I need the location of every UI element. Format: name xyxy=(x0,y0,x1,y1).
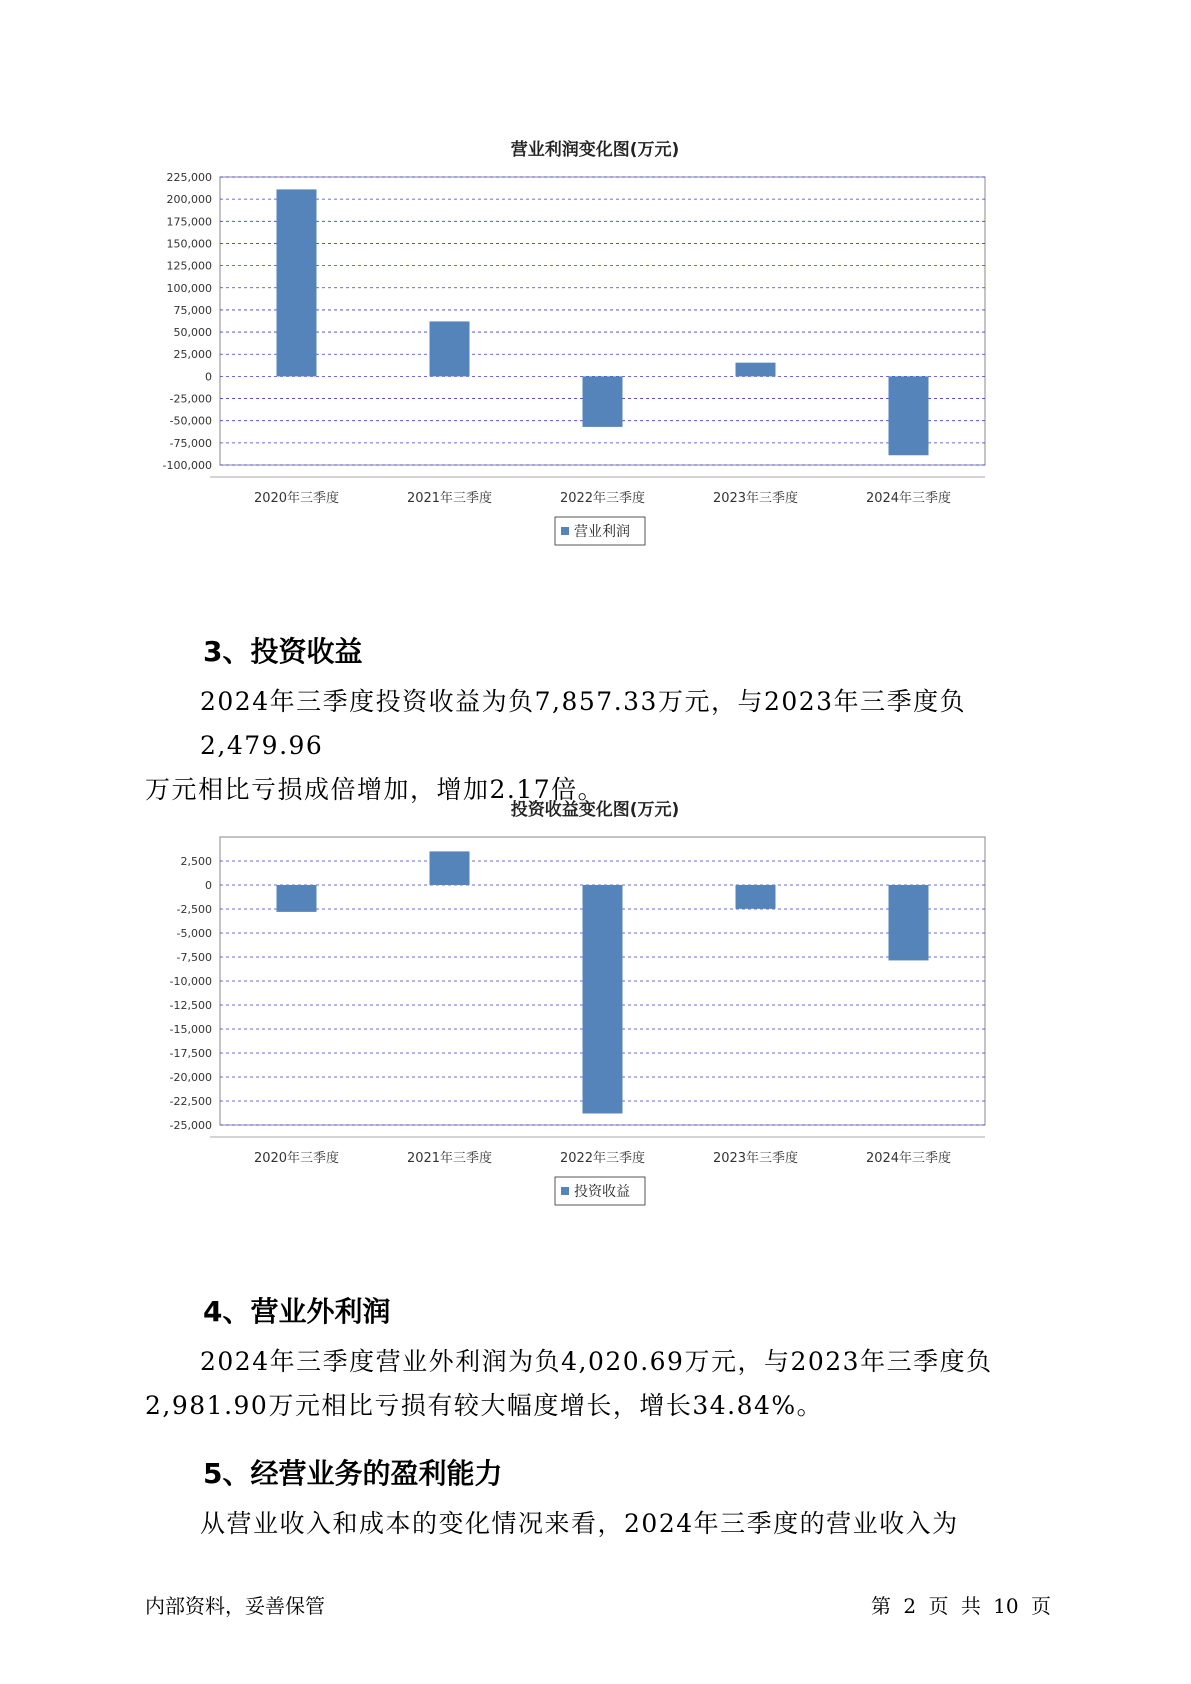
operating-profit-chart-svg xyxy=(160,135,1030,555)
page-indicator: 第 2 页 xyxy=(871,1594,949,1618)
x-tick-label: 2022年三季度 xyxy=(559,491,646,506)
y-tick-label: 0 xyxy=(205,370,212,384)
x-tick-label: 2024年三季度 xyxy=(865,491,952,506)
footer-confidential-note: 内部资料，妥善保管 xyxy=(145,1594,325,1618)
heading-non-operating-profit: 4、营业外利润 xyxy=(203,1295,391,1328)
y-tick-label: -17,500 xyxy=(169,1047,212,1060)
paragraph-line: 万元相比亏损成倍增加，增加2.17倍。 xyxy=(145,775,605,804)
x-tick-label: 2024年三季度 xyxy=(865,1151,952,1166)
y-tick-label: 200,000 xyxy=(166,193,212,207)
legend-swatch xyxy=(561,527,569,535)
bar xyxy=(430,851,470,885)
y-tick-label: -75,000 xyxy=(169,436,212,450)
footer-page-number xyxy=(871,1590,1051,1619)
heading-profitability: 5、经营业务的盈利能力 xyxy=(203,1457,503,1490)
y-tick-label: -22,500 xyxy=(169,1095,212,1108)
x-tick-label: 2021年三季度 xyxy=(406,1151,493,1166)
y-tick-label: -10,000 xyxy=(169,975,212,988)
y-tick-label: -25,000 xyxy=(169,1119,212,1132)
bar xyxy=(736,885,776,909)
paragraph-line: 2024年三季度投资收益为负7,857.33万元，与2023年三季度负2,479.96 xyxy=(200,687,967,760)
chart-operating-profit xyxy=(160,135,1030,555)
y-tick-label: 50,000 xyxy=(173,326,212,340)
legend-label: 营业利润 xyxy=(574,524,630,540)
y-tick-label: 25,000 xyxy=(173,348,212,362)
y-tick-label: -7,500 xyxy=(176,951,212,964)
y-tick-label: 2,500 xyxy=(180,855,212,868)
paragraph-line: 2,981.90万元相比亏损有较大幅度增长，增长34.84%。 xyxy=(145,1391,824,1420)
y-tick-label: -15,000 xyxy=(169,1023,212,1036)
legend-swatch xyxy=(561,1187,569,1195)
investment-income-chart-svg xyxy=(160,795,1030,1215)
y-tick-label: 75,000 xyxy=(173,303,212,317)
y-tick-label: 125,000 xyxy=(166,259,212,273)
y-tick-label: -5,000 xyxy=(176,927,212,940)
y-tick-label: -20,000 xyxy=(169,1071,212,1084)
x-tick-label: 2023年三季度 xyxy=(712,1151,799,1166)
chart-title: 营业利润变化图(万元) xyxy=(510,140,680,160)
x-tick-label: 2023年三季度 xyxy=(712,491,799,506)
paragraph-profitability xyxy=(145,1502,1075,1546)
y-tick-label: 100,000 xyxy=(166,281,212,295)
x-tick-label: 2022年三季度 xyxy=(559,1151,646,1166)
y-tick-label: 225,000 xyxy=(166,171,212,184)
y-tick-label: -25,000 xyxy=(169,392,212,406)
x-tick-label: 2021年三季度 xyxy=(406,491,493,506)
y-tick-label: -50,000 xyxy=(169,414,212,428)
x-tick-label: 2020年三季度 xyxy=(253,491,340,506)
y-tick-label: -2,500 xyxy=(176,903,212,916)
bar xyxy=(430,321,470,376)
bar xyxy=(277,189,317,376)
heading-investment-income: 3、投资收益 xyxy=(203,635,363,668)
bar xyxy=(277,885,317,912)
paragraph-non-operating-profit xyxy=(145,1340,1075,1428)
bar xyxy=(583,885,623,1113)
page-total: 共 10 页 xyxy=(960,1594,1051,1618)
bar xyxy=(889,376,929,455)
chart-investment-income xyxy=(160,795,1030,1215)
x-tick-label: 2020年三季度 xyxy=(253,1151,340,1166)
paragraph-line: 2024年三季度营业外利润为负4,020.69万元，与2023年三季度负 xyxy=(200,1347,993,1376)
y-tick-label: -12,500 xyxy=(169,999,212,1012)
bar xyxy=(889,885,929,960)
y-tick-label: -100,000 xyxy=(162,459,212,472)
paragraph-investment-income xyxy=(145,680,1075,812)
bar xyxy=(736,363,776,377)
legend-label: 投资收益 xyxy=(574,1184,630,1200)
y-tick-label: 0 xyxy=(205,879,212,892)
y-tick-label: 175,000 xyxy=(166,215,212,229)
y-tick-label: 150,000 xyxy=(166,237,212,251)
chart-title: 投资收益变化图(万元) xyxy=(510,800,680,820)
paragraph-line: 从营业收入和成本的变化情况来看，2024年三季度的营业收入为 xyxy=(200,1509,959,1538)
bar xyxy=(583,376,623,427)
